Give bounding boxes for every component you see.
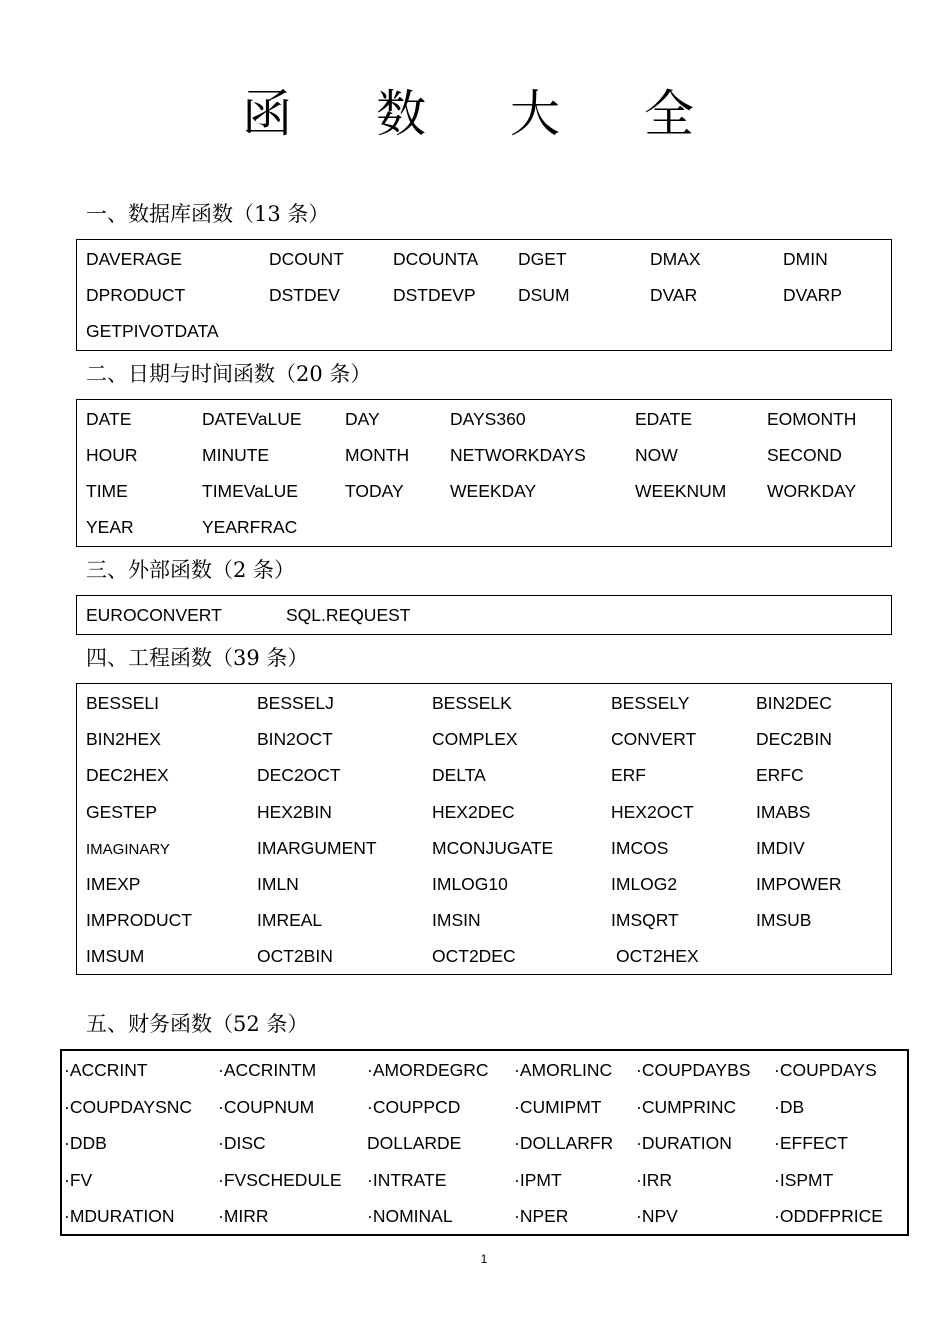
function-item: DVAR xyxy=(650,285,698,305)
function-item: YEAR xyxy=(86,517,134,537)
function-item: DSUM xyxy=(518,285,570,305)
function-item: BIN2HEX xyxy=(86,729,161,750)
function-item: EUROCONVERT xyxy=(86,605,222,625)
function-item: DSTDEV xyxy=(269,285,340,305)
function-item: ·COUPDAYSNC xyxy=(64,1096,193,1117)
function-item: ·COUPPCD xyxy=(367,1096,461,1117)
function-item: ·CUMPRINC xyxy=(636,1096,737,1117)
function-item: ·IPMT xyxy=(514,1169,562,1190)
function-item: HEX2OCT xyxy=(611,801,694,822)
function-item: OCT2BIN xyxy=(257,946,333,967)
function-item: DMAX xyxy=(650,249,701,269)
function-item: COMPLEX xyxy=(432,729,518,750)
function-item: BIN2OCT xyxy=(257,729,333,750)
function-item: IMABS xyxy=(756,801,811,822)
function-item: DSTDEVP xyxy=(393,285,476,305)
function-item: TODAY xyxy=(345,481,404,501)
function-item: MINUTE xyxy=(202,445,270,465)
function-item: ·ACCRINTM xyxy=(218,1060,317,1080)
function-item: OCT2HEX xyxy=(616,946,699,967)
section-heading-financial: 五、财务函数（52 条） xyxy=(86,1012,309,1036)
function-item: ·IRR xyxy=(636,1169,672,1190)
function-item: BESSELJ xyxy=(257,693,334,713)
function-item: GETPIVOTDATA xyxy=(86,321,219,341)
function-item: ·COUPDAYBS xyxy=(636,1060,751,1080)
function-item: BIN2DEC xyxy=(756,693,832,713)
function-item: ·AMORDEGRC xyxy=(367,1060,489,1080)
engineering-functions-box xyxy=(76,683,892,975)
function-item: OCT2DEC xyxy=(432,946,516,967)
function-item: NOW xyxy=(635,445,678,465)
function-item: DELTA xyxy=(432,765,486,786)
function-item: DCOUNT xyxy=(269,249,344,269)
function-item: DATEVaLUE xyxy=(202,409,302,429)
function-item: HEX2BIN xyxy=(257,801,332,822)
function-item: BESSELK xyxy=(432,693,512,713)
function-item: IMREAL xyxy=(257,910,323,931)
function-item: SECOND xyxy=(767,445,842,465)
function-item: ·NPV xyxy=(636,1206,678,1226)
function-item: MONTH xyxy=(345,445,410,465)
section-heading-datetime: 二、日期与时间函数（20 条） xyxy=(86,362,372,386)
function-item: DAVERAGE xyxy=(86,249,182,269)
function-item: DEC2OCT xyxy=(257,765,341,786)
function-item: BESSELI xyxy=(86,693,159,713)
function-item: IMPOWER xyxy=(756,874,842,894)
function-item: IMSUB xyxy=(756,910,812,931)
function-item: DCOUNTA xyxy=(393,249,479,269)
function-item: HOUR xyxy=(86,445,138,465)
function-item: ·COUPDAYS xyxy=(774,1060,877,1080)
function-item: IMLOG10 xyxy=(432,874,508,894)
function-item: IMSQRT xyxy=(611,910,679,931)
function-item: EOMONTH xyxy=(767,409,857,429)
function-item: BESSELY xyxy=(611,693,690,713)
function-item: DAYS360 xyxy=(450,409,526,429)
function-item: DATE xyxy=(86,409,132,429)
function-item: IMSIN xyxy=(432,910,481,931)
function-item: DOLLARDE xyxy=(367,1133,462,1153)
function-item: ·DURATION xyxy=(636,1133,732,1153)
function-item: ·DISC xyxy=(218,1133,266,1153)
function-item: DMIN xyxy=(783,249,828,269)
function-item: ·COUPNUM xyxy=(218,1096,315,1117)
function-item: ·FV xyxy=(64,1169,93,1190)
function-item: IMLOG2 xyxy=(611,874,678,894)
function-item: IMAGINARY xyxy=(86,840,170,858)
function-item: ·NPER xyxy=(514,1206,569,1226)
function-item: ·AMORLINC xyxy=(514,1060,613,1080)
function-item: ·DOLLARFR xyxy=(514,1133,614,1153)
function-item: TIMEVaLUE xyxy=(202,481,298,501)
function-item: ·ACCRINT xyxy=(64,1060,148,1080)
section-heading-engineering: 四、工程函数（39 条） xyxy=(86,646,309,670)
function-item: DAY xyxy=(345,409,380,429)
function-item: HEX2DEC xyxy=(432,801,515,822)
function-item: ·MDURATION xyxy=(64,1206,175,1226)
function-item: TIME xyxy=(86,481,128,501)
function-item: EDATE xyxy=(635,409,693,429)
page-title: 函 数 大 全 xyxy=(242,85,728,143)
section-heading-database: 一、数据库函数（13 条） xyxy=(86,202,330,226)
function-item: YEARFRAC xyxy=(202,517,298,537)
function-item: DEC2HEX xyxy=(86,765,169,786)
function-item: ·DDB xyxy=(64,1133,107,1153)
function-item: IMCOS xyxy=(611,837,669,858)
function-item: ·FVSCHEDULE xyxy=(218,1169,342,1190)
function-item: ·INTRATE xyxy=(367,1169,447,1190)
function-item: IMPRODUCT xyxy=(86,910,192,931)
function-item: NETWORKDAYS xyxy=(450,445,586,465)
function-item: ·EFFECT xyxy=(774,1133,848,1153)
function-item: WORKDAY xyxy=(767,481,857,501)
function-item: CONVERT xyxy=(611,729,697,750)
function-item: DEC2BIN xyxy=(756,729,832,750)
function-item: DVARP xyxy=(783,285,842,305)
function-item: ·MIRR xyxy=(218,1206,269,1226)
function-item: IMARGUMENT xyxy=(257,837,377,858)
function-item: IMSUM xyxy=(86,946,145,967)
function-item: ·ISPMT xyxy=(774,1169,834,1190)
function-item: ·ODDFPRICE xyxy=(774,1206,883,1226)
function-item: IMDIV xyxy=(756,837,805,858)
section-heading-external: 三、外部函数（2 条） xyxy=(86,558,296,582)
function-item: ERF xyxy=(611,765,646,786)
function-item: IMLN xyxy=(257,874,299,894)
function-item: WEEKDAY xyxy=(450,481,537,501)
function-item: ·DB xyxy=(774,1096,805,1117)
function-item: DPRODUCT xyxy=(86,285,186,305)
function-item: DGET xyxy=(518,249,567,269)
function-item: IMEXP xyxy=(86,874,141,894)
function-item: MCONJUGATE xyxy=(432,837,554,858)
function-item: ERFC xyxy=(756,765,804,786)
page-number: 1 xyxy=(480,1252,488,1266)
function-item: ·NOMINAL xyxy=(367,1206,453,1226)
function-item: SQL.REQUEST xyxy=(286,605,411,625)
function-item: GESTEP xyxy=(86,801,157,822)
function-item: ·CUMIPMT xyxy=(514,1096,602,1117)
function-item: WEEKNUM xyxy=(635,481,727,501)
